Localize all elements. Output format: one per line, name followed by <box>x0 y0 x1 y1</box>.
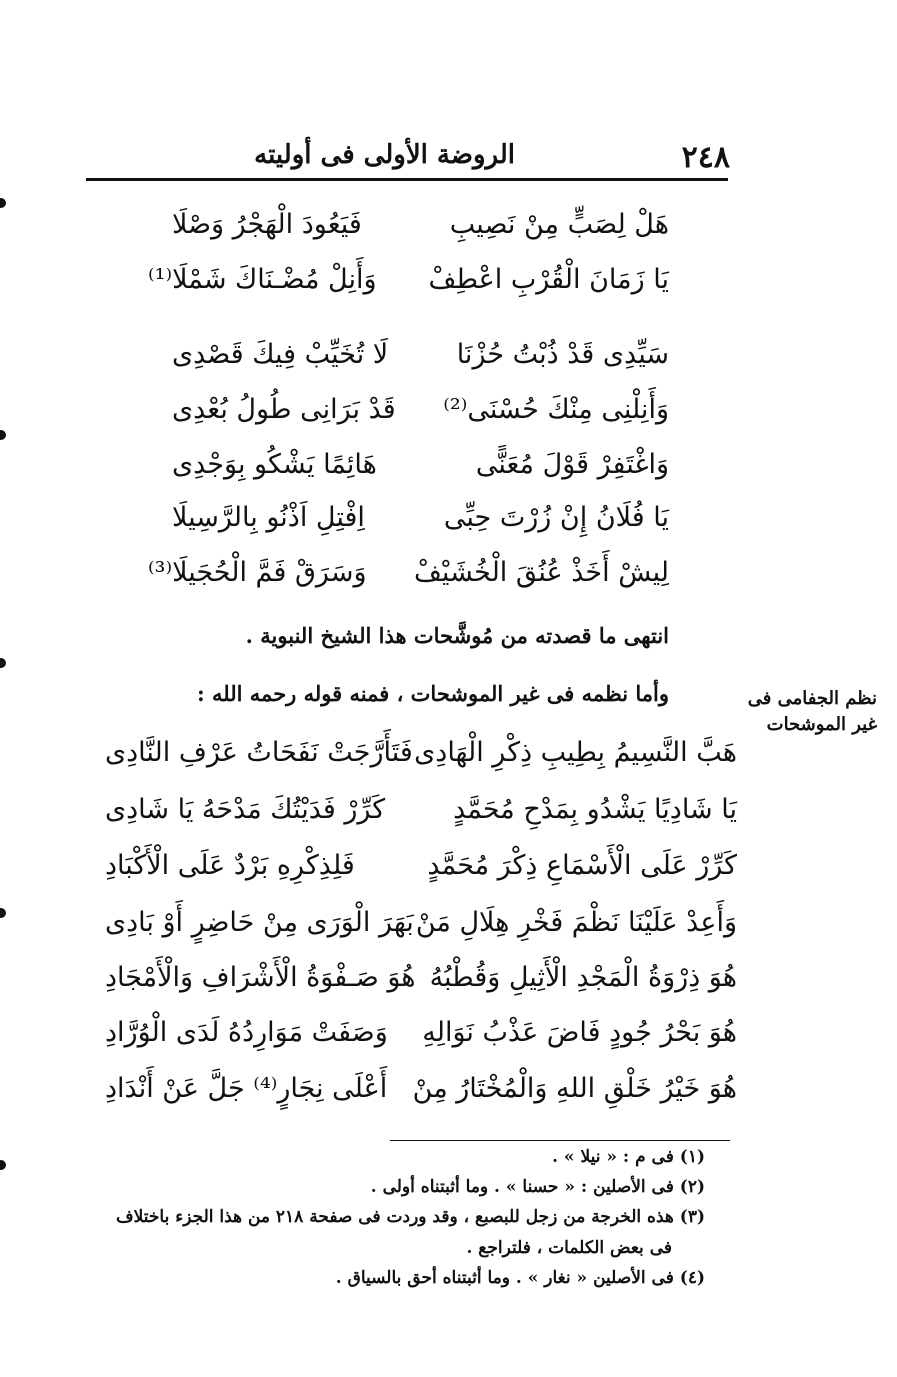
running-title: الروضة الأولى فى أوليته <box>254 140 515 170</box>
footnote-2 <box>371 1177 705 1197</box>
page-header <box>88 140 730 178</box>
header-rule <box>86 178 728 181</box>
stanza2-line4-left: اِفْتِلِ اَذْنُو بِالرَّسِيلَا <box>172 502 365 533</box>
footnote-4 <box>336 1268 705 1288</box>
poem-line3-left: فَلِذِكْرِهِ بَرْدٌ عَلَى الْأَكْبَادِ <box>105 850 355 881</box>
margin-note <box>737 686 877 738</box>
stanza2-line3-right: وَاغْتَفِرْ قَوْلَ مُعَنًّى <box>475 449 669 480</box>
poem-line2-left: كَرِّرْ فَدَيْتُكَ مَدْحَهُ يَا شَادِى <box>105 794 386 825</box>
poem-line4-right: وَأَعِدْ عَلَيْنَا نَظْمَ فَخْرِ هِلَالِ مَنْ <box>415 907 737 938</box>
poem-line2-right: يَا شَادِيًا يَشْدُو بِمَدْحِ مُحَمَّدٍ <box>453 794 737 825</box>
poem-line3-right: كَرِّرْ عَلَى الْأَسْمَاعِ ذِكْرَ مُحَمَّدٍ <box>427 850 737 881</box>
scan-edge-mark <box>0 1160 6 1170</box>
poem-line6-right: هُوَ بَحْرُ جُودٍ فَاضَ عَذْبُ نَوَالِهِ <box>422 1017 737 1048</box>
footnote-3-continuation-text: فى بعض الكلمات ، فلتراجع . <box>466 1238 672 1258</box>
scan-edge-mark <box>0 198 6 208</box>
page-number: ٢٤٨ <box>681 140 730 175</box>
scan-edge-mark <box>0 908 6 918</box>
stanza1-line2-left: وَأَنِلْ مُضْـنَاكَ شَمْلَا⁽¹⁾ <box>148 264 377 295</box>
scan-edge-mark <box>0 430 6 440</box>
footnote-2-number: (٢) <box>679 1177 705 1197</box>
poem-line7-right: هُوَ خَيْرُ خَلْقِ اللهِ وَالْمُخْتَارُ مِنْ <box>412 1073 737 1104</box>
prose-intro-line: وأما نظمه فى غير الموشحات ، فمنه قوله رحمه الله : <box>196 681 669 706</box>
stanza1-line1-left: فَيَعُودَ الْهَجْرُ وَصْلَا <box>172 209 362 240</box>
stanza2-line5-left: وَسَرَقْ فَمَّ الْحُجَيلَا⁽³⁾ <box>148 557 367 588</box>
footnote-3-text: هذه الخرجة من زجل للبصبع ، وقد وردت فى صفحة ٢١٨ من هذا الجزء باختلاف <box>116 1207 674 1227</box>
footnote-rule <box>390 1140 730 1141</box>
poem-line4-left: بَهَرَ الْوَرَى مِنْ حَاضِرٍ أَوْ بَادِى <box>105 907 414 938</box>
margin-note-line1: نظم الجفامى فى <box>747 688 877 709</box>
poem-line1-left: فَتَأَرَّجَتْ نَفَحَاتُ عَرْفِ النَّادِى <box>105 737 413 768</box>
margin-note-line2: غير الموشحات <box>766 714 877 735</box>
stanza2-line4-right: يَا فُلَانُ إِنْ زُرْتَ حِبِّى <box>443 502 669 533</box>
poem-line5-left: هُوَ صَـفْوَةُ الْأَشْرَافِ وَالْأَمْجَادِ <box>105 962 416 993</box>
stanza2-line5-right: لِيشْ أَخَذْ عُنُقَ الْخُشَيْفْ <box>413 557 669 588</box>
poem-line5-right: هُوَ ذِرْوَةُ الْمَجْدِ الْأَثِيلِ وَقُطْبُهُ <box>429 962 737 993</box>
footnote-1 <box>552 1147 705 1167</box>
scan-edge-mark <box>0 658 6 668</box>
footnote-1-number: (١) <box>679 1147 705 1167</box>
footnote-4-number: (٤) <box>679 1268 705 1288</box>
stanza1-line2-right: يَا زَمَانَ الْقُرْبِ اعْطِفْ <box>428 264 669 295</box>
stanza1-line1-right: هَلْ لِصَبٍّ مِنْ نَصِيبِ <box>449 209 669 240</box>
footnote-2-text: فى الأصلين : « حسنا » . وما أثبتناه أولى . <box>370 1177 674 1197</box>
stanza2-line1-right: سَيِّدِى قَدْ ذُبْتُ حُزْنَا <box>456 339 669 370</box>
footnote-3-continuation <box>466 1238 672 1258</box>
prose-end-line: انتهى ما قصدته من مُوشَّحات هذا الشيخ النبوية . <box>245 623 669 648</box>
footnote-3-number: (٣) <box>679 1207 705 1227</box>
poem-line7-left: أَعْلَى نِجَارٍ⁽⁴⁾ جَلَّ عَنْ أَنْدَادِ <box>105 1073 388 1104</box>
footnote-3 <box>116 1207 705 1227</box>
stanza2-line2-left: قَدْ بَرَانِى طُولُ بُعْدِى <box>172 394 396 425</box>
stanza2-line1-left: لَا تُخَيِّبْ فِيكَ قَصْدِى <box>172 339 389 370</box>
poem-line6-left: وَصَفَتْ مَوَارِدُهُ لَدَى الْوُرَّادِ <box>105 1017 388 1048</box>
poem-line1-right: هَبَّ النَّسِيمُ بِطِيبِ ذِكْرِ الْهَادِى <box>414 737 737 768</box>
stanza2-line2-right: وَأَنِلْنِى مِنْكَ حُسْنَى⁽²⁾ <box>443 394 669 425</box>
footnote-4-text: فى الأصلين « نغار » . وما أثبتناه أحق بالسياق . <box>335 1268 674 1288</box>
stanza2-line3-left: هَائِمًا يَشْكُو بِوَجْدِى <box>172 449 377 480</box>
footnote-1-text: فى م : « نيلا » . <box>552 1147 674 1167</box>
